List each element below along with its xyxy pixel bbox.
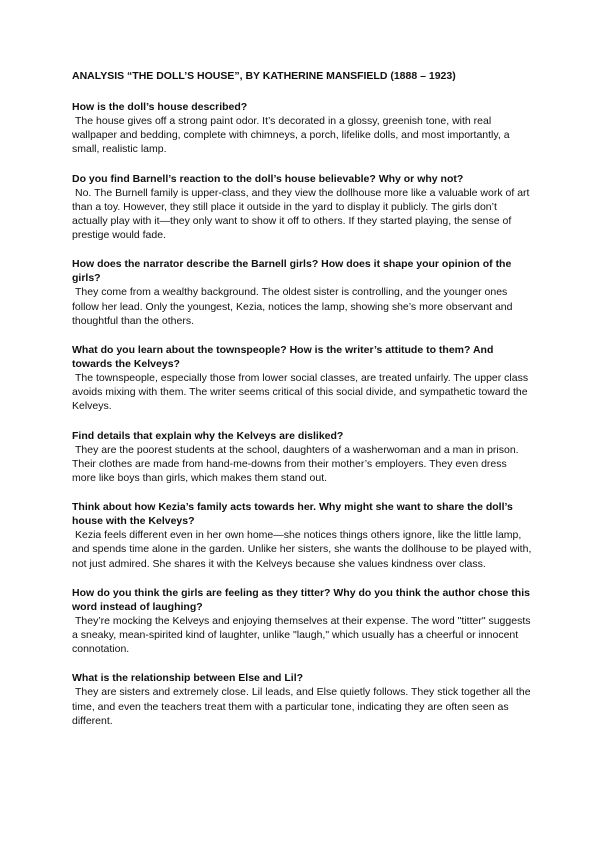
qa-section-6 xyxy=(72,500,532,571)
answer-2: No. The Burnell family is upper-class, and they view the dollhouse more like a valuable work of art than a toy. However, they still place it outside in the yard to display it publicly. The girls don’t actually play with it—they only want to show it off to others. If they started playing, the sense of prestige would fade. xyxy=(72,186,530,242)
question-2: Do you find Barnell’s reaction to the doll’s house believable? Why or why not? xyxy=(72,172,464,185)
document-title: ANALYSIS “THE DOLL’S HOUSE”, BY KATHERINE MANSFIELD (1888 – 1923) xyxy=(72,70,456,82)
question-3: How does the narrator describe the Barnell girls? How does it shape your opinion of the girls? xyxy=(72,258,512,285)
answer-7: They’re mocking the Kelveys and enjoying themselves at their expense. The word "titter" suggests a sneaky, mean-spirited kind of laughter, unlike "laugh," which usually has a cheerful or innocent connotation. xyxy=(72,614,531,656)
qa-section-5 xyxy=(72,429,532,486)
answer-3: They come from a wealthy background. The oldest sister is controlling, and the younger ones follow her lead. Only the youngest, Kezia, notices the lamp, showing she’s more observant and thoughtful than the others. xyxy=(72,286,513,327)
qa-section-1 xyxy=(72,100,532,157)
qa-section-4 xyxy=(72,343,532,414)
qa-section-8 xyxy=(72,671,532,728)
answer-5: They are the poorest students at the school, daughters of a washerwoman and a man in prison. Their clothes are made from hand-me-downs from their mother’s employers. They even dress more like boys than girls, which makes them stand out. xyxy=(72,443,519,485)
qa-section-2 xyxy=(72,172,532,243)
question-7: How do you think the girls are feeling as they titter? Why do you think the author chose this word instead of laughing? xyxy=(72,586,530,613)
question-8: What is the relationship between Else and Lil? xyxy=(72,672,304,685)
document-page xyxy=(72,70,532,743)
qa-section-7 xyxy=(72,586,532,657)
question-6: Think about how Kezia’s family acts towards her. Why might she want to share the doll’s house with the Kelveys? xyxy=(72,501,513,528)
answer-4: The townspeople, especially those from lower social classes, are treated unfairly. The upper class avoids mixing with them. The writer seems critical of this social divide, and sympathetic toward the Kelveys. xyxy=(72,372,529,413)
answer-6: Kezia feels different even in her own home—she notices things others ignore, like the little lamp, and spends time alone in the garden. Unlike her sisters, she wants the dollhouse to be played with, not just admired. She shares it with the Kelveys because she values kindness over class. xyxy=(72,529,532,570)
question-1: How is the doll’s house described? xyxy=(72,101,248,113)
answer-8: They are sisters and extremely close. Lil leads, and Else quietly follows. They stick together all the time, and even the teachers treat them with a particular tone, indicating they are often seen as different. xyxy=(72,686,531,727)
answer-1: The house gives off a strong paint odor. It’s decorated in a glossy, greenish tone, with real wallpaper and bedding, complete with chimneys, a porch, lifelike dolls, and most importantly, a small, realistic lamp. xyxy=(72,115,510,156)
question-4: What do you learn about the townspeople? How is the writer’s attitude to them? And towards the Kelveys? xyxy=(72,344,494,371)
qa-section-3 xyxy=(72,257,532,328)
question-5: Find details that explain why the Kelveys are disliked? xyxy=(72,429,344,442)
